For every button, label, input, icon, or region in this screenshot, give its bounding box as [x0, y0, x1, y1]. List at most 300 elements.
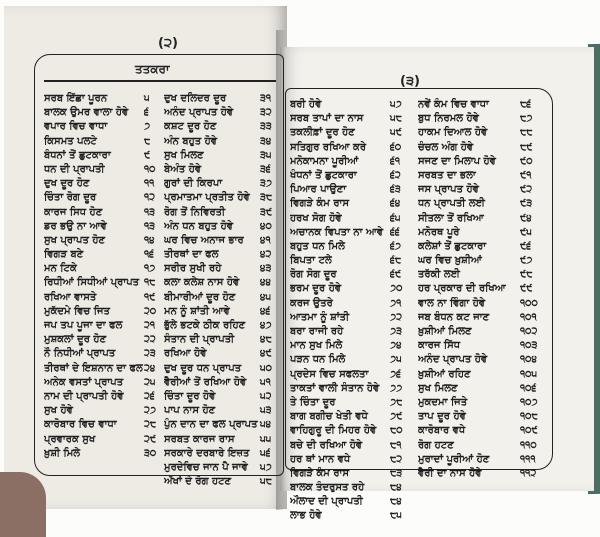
toc-entry-page: ੯੨ — [520, 184, 533, 196]
toc-entry-page: ੫੧ — [260, 376, 271, 388]
toc-entry-title: ਹਰ ਥਾਂ ਮਾਨ ਵਧੇ — [290, 453, 351, 465]
toc-entry-page: ੭੩ — [390, 326, 403, 337]
toc-entry-page: ੫੬ — [260, 447, 271, 459]
toc-entry — [164, 92, 278, 106]
toc-entry-page: ੧੧੧ — [520, 453, 536, 465]
toc-entry — [290, 183, 414, 197]
toc-entry-title: ਮੁਕੱਦਮੇ ਵਿਚ ਜਿਤ — [44, 305, 110, 317]
toc-entry — [290, 509, 414, 523]
toc-entry-title: ਤਰੱਕੀ ਲਈ — [418, 269, 460, 281]
toc-entry-page: ੬੯ — [390, 269, 402, 281]
toc-entry-page: ੧੩ — [144, 220, 156, 232]
toc-entry-page: ੫ — [144, 93, 150, 104]
toc-entry-page: ੩੨ — [260, 107, 272, 119]
toc-entry-page: ੯ — [144, 149, 151, 161]
toc-entry-page: ੬੨ — [390, 169, 401, 181]
toc-entry — [44, 291, 162, 305]
toc-entry-page: ੪੧ — [260, 234, 271, 246]
toc-entry-title: ਰਖਿਆ ਵਾਸਤੇ — [44, 291, 97, 303]
toc-entry-title: ਖ਼ੁਸ਼ੀਆਂ ਰਹਿਣ — [418, 368, 471, 380]
toc-entry — [44, 418, 162, 432]
toc-entry-page: ੩੧ — [260, 93, 272, 104]
toc-entry-page: ੮੪ — [390, 496, 402, 508]
toc-entry — [44, 305, 162, 319]
toc-entry — [164, 149, 278, 163]
toc-entry-page: ੪੦ — [260, 220, 272, 232]
toc-entry-page: ੪੫ — [260, 291, 272, 303]
toc-entry — [44, 262, 162, 276]
toc-entry-title: ਹਰਖ ਸੋਗ ਹੋਵੇ — [290, 212, 342, 224]
toc-entry-page: ੩੩ — [260, 121, 272, 133]
toc-entry — [418, 311, 548, 325]
toc-entry-title: ਸਰੀਰ ਸੁਖੀ ਰਹੇ — [164, 263, 222, 275]
toc-entry-title: ਭਰਮ ਦੂਰ ਹੋਵੇ — [290, 283, 342, 295]
toc-entry-page: ੮੯ — [520, 141, 533, 153]
toc-entry — [290, 410, 414, 424]
toc-entry-title: ਸਰਕਾਰੇ ਦਰਬਾਰੇ ਇਜ਼ਤ — [164, 447, 250, 459]
toc-entry-title: ਬਿਪਤਾ ਟਲੇ — [290, 255, 332, 267]
left-column-1 — [44, 92, 162, 461]
toc-entry — [290, 481, 414, 495]
toc-entry — [418, 353, 548, 367]
toc-entry — [290, 254, 414, 268]
toc-entry — [418, 382, 548, 396]
toc-entry-page: ੮੮ — [520, 127, 533, 139]
toc-entry — [418, 268, 548, 282]
toc-entry — [164, 461, 278, 475]
toc-entry-title: ਨੌ ਨਿਧੀਆਂ ਪ੍ਰਾਪਤ — [44, 348, 116, 360]
toc-entry-page: ੧੦੩ — [520, 340, 538, 352]
toc-entry — [418, 126, 548, 140]
toc-entry-page: ੯੯ — [520, 283, 533, 295]
toc-entry-page: ੭੬ — [390, 368, 401, 380]
toc-entry-title: ਬੰਧਨਾਂ ਤੋਂ ਛੁਟਕਾਰਾ — [44, 149, 111, 161]
toc-entry-page: ੧੧ — [144, 178, 155, 190]
toc-entry — [164, 206, 278, 220]
toc-entry-page: ੭੨ — [390, 311, 403, 323]
toc-entry-page: ੨੭ — [144, 405, 157, 417]
toc-entry — [290, 169, 414, 183]
toc-entry-page: ੭੯ — [390, 411, 403, 423]
toc-entry-title: ਬਰੀ ਹੋਵੇ — [290, 99, 322, 110]
toc-entry-title: ਪ੍ਰਦੇਸ ਵਿਚ ਸਫਲਤਾ — [290, 368, 369, 380]
toc-entry-page: ੩੬ — [260, 163, 271, 175]
toc-entry-title: ਧਨ ਪ੍ਰਾਪਤੀ ਲਈ — [418, 198, 485, 210]
toc-entry — [418, 439, 548, 453]
toc-entry — [290, 353, 414, 367]
toc-entry-title: ਔਲਾਦ ਦੀ ਪ੍ਰਾਪਤੀ — [290, 496, 363, 508]
toc-entry — [418, 183, 548, 197]
toc-entry — [290, 141, 414, 155]
toc-entry-page: ੧੪ — [144, 234, 155, 246]
toc-entry — [164, 362, 278, 376]
toc-entry — [290, 240, 414, 254]
toc-entry-page: ੪੨ — [260, 249, 272, 261]
toc-entry-title: ਦੁਖ ਦੂਰ ਧਨ ਪ੍ਰਾਪਤ — [164, 362, 242, 374]
toc-entry-page: ੭੧ — [390, 297, 402, 309]
toc-entry-page: ੬੧ — [390, 155, 400, 167]
toc-entry — [418, 155, 548, 169]
toc-entry — [164, 433, 278, 447]
toc-entry-page: ੧੦੨ — [520, 326, 538, 337]
toc-entry — [418, 368, 548, 382]
toc-entry-title: ਬੀਮਾਰੀਆਂ ਦੂਰ ਹੋਣ — [164, 291, 236, 303]
toc-entry-page: ੨੫ — [144, 376, 156, 388]
toc-entry — [44, 163, 162, 177]
toc-entry — [418, 325, 548, 339]
toc-entry — [290, 268, 414, 282]
toc-entry-page: ੮੨ — [390, 453, 403, 465]
toc-entry-page: ੮੧ — [390, 439, 402, 451]
toc-entry — [44, 135, 162, 149]
toc-entry — [418, 240, 548, 254]
toc-entry-page: ੫੨ — [260, 390, 272, 402]
toc-entry — [44, 191, 162, 205]
toc-entry-title: ਮਨ ਟਿਕੇ — [44, 263, 77, 275]
toc-entry-page: ੫੭ — [260, 461, 272, 473]
toc-entry — [290, 325, 414, 339]
toc-entry-title: ਬਰਾ ਰਾਜੀ ਰਹੇ — [290, 326, 344, 337]
toc-entry-title: ਮੁਰਾਦਾਂ ਪੂਰੀਆਂ ਹੋਣ — [418, 453, 490, 465]
toc-entry — [290, 197, 414, 211]
toc-entry — [418, 424, 548, 438]
toc-entry-title: ਡਰ ਭਉ ਨਾ ਆਵੇ — [44, 220, 107, 232]
toc-entry-title: ਬਾਲਕ ਉਮਰ ਵਾਲਾ ਹੋਵੇ — [44, 107, 129, 119]
toc-entry — [164, 120, 278, 134]
toc-entry-page: ੧੦ — [144, 163, 156, 175]
toc-entry-page: ੮ — [144, 135, 151, 147]
toc-entry-title: ਕਾਰਜ ਸਿਧ ਹੋਣ — [44, 206, 103, 218]
toc-entry-page: ੬੫ — [390, 212, 401, 224]
toc-entry-page: ੭੪ — [390, 340, 402, 352]
toc-entry-title: ਵਾਲ ਨਾ ਵਿੰਗਾ ਹੋਵੇ — [418, 297, 486, 309]
toc-entry-page: ੯੩ — [520, 198, 533, 210]
toc-entry-title: ਪਿਆਰ ਪਾਉਣਾ — [290, 184, 347, 196]
toc-entry-page: ੭ — [144, 121, 151, 133]
toc-entry-page: ੫੫ — [260, 433, 272, 445]
toc-entry-page: ੧੦੫ — [520, 368, 538, 380]
toc-entry-page: ੭੭ — [390, 382, 403, 394]
toc-entry-title: ਵਪਾਰ ਵਿਚ ਵਾਧਾ — [44, 121, 108, 133]
toc-entry-title: ਘਰ ਵਿਚ ਅਨਾਜ ਭਾਰ — [164, 234, 244, 246]
toc-entry-page: ੧੮ — [144, 277, 156, 289]
toc-entry-title: ਭੁੱਲੇ ਭਟਕੇ ਠੀਕ ਰਹਿਣ — [164, 320, 246, 331]
toc-entry — [290, 382, 414, 396]
toc-entry — [44, 319, 162, 333]
toc-entry — [44, 177, 162, 191]
toc-entry-page: ੫੮ — [260, 476, 272, 488]
toc-entry — [44, 333, 162, 347]
toc-entry-title: ਰਿਧੀਆਂ ਸਿਧੀਆਂ ਪ੍ਰਾਪਤ — [44, 277, 140, 289]
toc-entry-page: ੨੮ — [144, 419, 157, 431]
toc-entry-page: ੯੦ — [520, 155, 533, 167]
toc-entry — [418, 254, 548, 268]
toc-entry-page: ੨੧ — [144, 320, 156, 331]
toc-entry — [44, 206, 162, 220]
toc-entry-title: ਬੇਅੰਤ ਹੋਵੇ — [164, 163, 202, 175]
toc-entry-page: ੪੩ — [260, 263, 272, 275]
toc-entry — [290, 297, 414, 311]
toc-entry — [418, 197, 548, 211]
toc-entry — [290, 495, 414, 509]
toc-entry-title: ਕਰਜ ਉਤਰੇ — [290, 297, 333, 309]
toc-entry — [164, 163, 278, 177]
toc-entry-page: ੮੫ — [390, 510, 402, 522]
toc-entry — [44, 234, 162, 248]
toc-entry-title: ਕਸ਼ਟ ਦੂਰ ਹੋਣ — [164, 121, 217, 133]
toc-entry-page: ੫੭ — [390, 99, 402, 110]
toc-entry-title: ਜਪ ਤਪ ਪੂਜਾ ਦਾ ਫਲ — [44, 320, 123, 331]
toc-entry-page: ੧੦੧ — [520, 311, 537, 323]
toc-entry — [290, 212, 414, 226]
toc-entry-title: ਰੋਗ ਤੋਂ ਨਿਵਿਰਤੀ — [164, 206, 226, 218]
toc-entry — [290, 467, 414, 481]
toc-entry-title: ਮੁਰਦੇਵਿਚ ਜਾਨ ਪੈ ਜਾਵੇ — [164, 461, 248, 473]
toc-entry — [44, 120, 162, 134]
toc-entry-title: ਮੁਕਦਮਾ ਜਿਤੇ — [418, 396, 468, 408]
toc-entry-page: ੧੦੪ — [520, 354, 538, 366]
toc-entry-title: ਮਾਨ ਸੁਖ ਮਿਲੇ — [290, 340, 343, 352]
toc-entry — [290, 226, 414, 240]
toc-entry — [44, 149, 162, 163]
toc-entry-page: ੭੫ — [390, 354, 402, 366]
toc-entry-title: ਅਨੰਦ ਪ੍ਰਾਪਤ ਹੋਵੇ — [418, 354, 488, 366]
toc-entry — [44, 447, 162, 461]
toc-entry-page: ੯੫ — [520, 226, 532, 238]
toc-entry — [418, 226, 548, 240]
toc-entry-page: ੨੨ — [144, 334, 156, 346]
toc-entry-title: ਰੋਗ ਸੋਗ ਦੂਰ — [290, 269, 337, 281]
toc-entry-page: ੬੬ — [390, 226, 400, 238]
toc-entry — [164, 191, 278, 205]
toc-entry-title: ਜਸ ਪ੍ਰਾਪਤ ਹੋਵੇ — [418, 184, 479, 196]
toc-entry-title: ਸੁਖ ਹੋਵੇ — [44, 405, 73, 417]
toc-entry — [418, 112, 548, 126]
toc-entry — [164, 376, 278, 390]
toc-entry-title: ਅੰਨ ਧਨ ਬਹੁਤ ਹੋਵੇ — [164, 220, 234, 232]
toc-entry-title: ਹਰ ਪ੍ਰਕਾਰ ਦੀ ਰਖਿਆ — [418, 283, 506, 295]
toc-entry-page: ੧੧੨ — [520, 467, 537, 479]
toc-entry-title: ਅਚਾਨਕ ਵਿਪਤਾ ਨਾ ਆਵੇ — [290, 226, 384, 238]
toc-entry-title: ਅਨੰਦ ਪ੍ਰਾਪਤ ਹੋਵੇ — [164, 107, 234, 119]
toc-entry-page: ੭੦ — [390, 283, 403, 295]
toc-entry-title: ਦੁਖ ਦੂਰ ਹੋਣ — [44, 178, 90, 190]
toc-entry — [418, 396, 548, 410]
toc-entry-page: ੩੦ — [144, 447, 157, 459]
toc-entry-title: ਤੇ ਚਿੰਤਾ ਦੂਰ — [290, 396, 336, 408]
toc-entry — [290, 112, 414, 126]
toc-entry-title: ਬਾਲਕ ਤੰਦਰੁਸਤ ਰਹੇ — [290, 482, 365, 494]
toc-entry-title: ਚਿੰਤਾ ਦੂਰ ਹੋਵੇ — [164, 390, 216, 402]
toc-entry-title: ਸੁਖ ਮਿਲਣ — [418, 382, 458, 394]
toc-entry — [164, 333, 278, 347]
toc-entry — [290, 439, 414, 453]
toc-entry-page: ੩੪ — [260, 135, 272, 147]
toc-entry-title: ਨਵੇਂ ਕੰਮ ਵਿਚ ਵਾਧਾ — [418, 99, 489, 110]
toc-entry-page: ੯੬ — [520, 240, 532, 252]
toc-entry — [418, 467, 548, 481]
toc-entry-title: ਕਾਰਜ ਸਿੱਧ — [418, 340, 461, 352]
hand — [0, 472, 46, 537]
toc-entry-title: ਬੁਧ ਨਿਰਮਲ ਹੋਵੇ — [418, 113, 479, 125]
toc-entry — [164, 135, 278, 149]
toc-entry-page: ੪੮ — [260, 334, 272, 346]
toc-entry-page: ੨੯ — [144, 433, 157, 445]
toc-entry — [290, 155, 414, 169]
toc-entry-page: ੮੩ — [390, 467, 403, 479]
toc-entry-title: ਮੁਸ਼ਕਲਾਂ ਦੂਰ ਹੋਣ — [44, 334, 107, 346]
toc-entry — [290, 424, 414, 438]
toc-entry-title: ਸਤਿਗੁਰ ਰਖਿਆ ਕਰੇ — [290, 141, 367, 153]
toc-entry — [44, 390, 162, 404]
toc-entry — [164, 106, 278, 120]
toc-entry-title: ਅਨੇਕ ਵਸਤਾਂ ਪ੍ਰਾਪਤ — [44, 376, 124, 388]
toc-entry-title: ਕਲੇਸ਼ਾਂ ਤੋਂ ਛੁਟਕਾਰਾ — [418, 240, 487, 252]
toc-entry — [44, 92, 162, 106]
toc-entry-page: ੨੩ — [144, 348, 156, 360]
toc-entry-title: ਲਾਭ ਹੋਵੇ — [290, 510, 322, 522]
toc-entry-title: ਖ਼ੁਸ਼ੀਆਂ ਮਿਲਣ — [418, 326, 472, 337]
toc-entry — [44, 248, 162, 262]
toc-entry — [418, 141, 548, 155]
toc-entry-title: ਕਾਰੋਬਾਰ ਵਧੇ — [418, 425, 466, 437]
toc-entry-page: ੧੧੦ — [520, 439, 537, 451]
toc-entry-title: ਮਨੋਕਾਮਨਾ ਪੂਰੀਆਂ — [290, 155, 359, 167]
toc-entry-page: ੩੭ — [260, 178, 273, 190]
right-column-2 — [418, 98, 548, 481]
toc-entry-page: ੧੦੮ — [520, 411, 538, 423]
toc-entry-title: ਜਬ ਬੰਧਨ ਕਟ ਜਾਣ — [418, 311, 490, 323]
toc-entry-title: ਤੀਰਥਾਂ ਦੇ ਇਸ਼ਨਾਨ ਦਾ ਫਲ — [44, 362, 143, 374]
toc-entry-page: ੧੦੯ — [520, 425, 538, 437]
toc-entry — [164, 248, 278, 262]
toc-entry-page: ੫੪ — [260, 419, 272, 431]
toc-entry-title: ਵੈਰੀਆਂ ਤੋਂ ਰਖਿਆ ਹੋਵੇ — [164, 376, 247, 388]
toc-entry-page: ੬੮ — [390, 255, 402, 267]
toc-entry — [164, 475, 278, 489]
toc-entry-title: ਚੰਚਲ ਅੰਗ ਹੋਵੇ — [418, 141, 474, 153]
toc-entry-title: ਕਲਾ ਕਲੇਸ਼ ਨਾਸ ਹੋਵੇ — [164, 277, 240, 289]
toc-entry — [164, 404, 278, 418]
toc-entry-page: ੮੭ — [520, 113, 533, 125]
toc-entry-page: ੯੭ — [520, 255, 533, 267]
toc-entry-page: ੧੨ — [144, 192, 156, 204]
toc-entry — [418, 453, 548, 467]
toc-entry — [44, 347, 162, 361]
toc-entry-page: ੩੯ — [260, 206, 273, 218]
left-page-heading: ਤਤਕਰਾ — [135, 62, 170, 76]
toc-entry — [290, 368, 414, 382]
toc-entry — [164, 220, 278, 234]
toc-entry-title: ਖ਼ੁਸ਼ੀ ਮਿਲੇ — [44, 447, 81, 459]
toc-entry-title: ਪੁੰਨ ਦਾਨ ਦਾ ਫਲ ਪ੍ਰਾਪਤ — [164, 419, 258, 431]
toc-entry-title: ਵਿਗੜੇ ਕੰਮ ਰਾਸ — [290, 467, 350, 479]
toc-entry — [418, 169, 548, 183]
toc-entry-page: ੪੬ — [260, 305, 271, 317]
toc-entry-page: ੫੩ — [260, 405, 272, 417]
toc-entry — [164, 276, 278, 290]
toc-entry-title: ਅੰਨ ਬਹੁਤ ਹੋਵੇ — [164, 135, 217, 147]
toc-entry-page: ੩੮ — [260, 192, 273, 204]
toc-entry-title: ਸਰਬ ਤਾਪਾਂ ਦਾ ਨਾਸ — [290, 113, 364, 125]
toc-entry-title: ਕਾਰੋਬਾਰ ਵਿਚ ਵਾਧਾ — [44, 419, 117, 431]
toc-entry-page: ੧੦੦ — [520, 297, 538, 309]
toc-entry-page: ੫੦ — [260, 362, 272, 374]
toc-entry — [44, 362, 162, 376]
toc-entry-page: ੬ — [144, 107, 149, 119]
toc-entry — [418, 282, 548, 296]
left-column-2 — [164, 92, 278, 489]
toc-entry-title: ਵਾਹਿਗੁਰੂ ਦੀ ਮਿਹਰ ਹੋਵੇ — [290, 425, 377, 437]
toc-entry — [164, 390, 278, 404]
toc-entry-page: ੧੬ — [144, 249, 154, 261]
toc-entry-page: ੯੧ — [520, 169, 532, 181]
toc-entry-title: ਪੜਨ ਧਨ ਮਿਲੇ — [290, 354, 346, 366]
toc-entry — [164, 319, 278, 333]
toc-entry-title: ਬਹੁਤ ਧਨ ਮਿਲੇ — [290, 240, 345, 252]
toc-entry-page: ੬੭ — [390, 240, 401, 252]
toc-entry — [290, 282, 414, 296]
toc-entry-page: ੩੫ — [260, 149, 272, 161]
toc-entry — [164, 418, 278, 432]
toc-entry — [44, 404, 162, 418]
toc-entry-title: ਮਨੋਰਥ ਪੂਰੇ — [418, 226, 460, 238]
toc-entry — [44, 220, 162, 234]
toc-entry — [418, 98, 548, 112]
toc-entry — [44, 433, 162, 447]
toc-entry-title: ਖੰਧਨਾਂ ਤੋਂ ਛੁਟਕਾਰਾ — [290, 169, 357, 181]
toc-entry-title: ਪ੍ਰਵਾਰਕ ਸੁਖ — [44, 433, 96, 445]
toc-entry — [44, 106, 162, 120]
toc-entry-page: ੧੭ — [144, 263, 156, 275]
toc-entry — [164, 262, 278, 276]
toc-entry-title: ਸਰਬਤ ਦਾ ਭਲਾ — [418, 169, 476, 181]
toc-entry-title: ਸੁਖ ਮਿਲਣ — [164, 149, 204, 161]
right-column-1 — [290, 98, 414, 524]
heading-rule — [44, 80, 276, 82]
toc-entry-title: ਨਾਮ ਦੀ ਪ੍ਰਾਪਤੀ ਹੋਵੇ — [44, 390, 124, 402]
toc-entry-page: ੪੯ — [260, 348, 272, 360]
toc-entry-title: ਮਨ ਨੂੰ ਸ਼ਾਂਤੀ ਆਵੇ — [164, 305, 230, 317]
toc-entry-title: ਚਿੰਤਾ ਰੋਗ ਦੂਰ — [44, 192, 97, 204]
toc-entry-page: ੬੦ — [390, 141, 402, 153]
toc-entry-page: ੨੪ — [144, 362, 156, 374]
toc-entry-page: ੨੬ — [144, 390, 155, 402]
toc-entry-title: ਸੀਤਲਾ ਤੋਂ ਰਖਿਆ — [418, 212, 484, 224]
toc-entry-title: ਸਜਣ ਦਾ ਮਿਲਾਪ ਹੋਵੇ — [418, 155, 496, 167]
toc-entry-title: ਰੋਗ ਹਟਣ — [418, 439, 454, 451]
toc-entry-page: ੨੦ — [144, 305, 157, 317]
toc-entry — [164, 234, 278, 248]
toc-entry — [164, 347, 278, 361]
toc-entry — [290, 126, 414, 140]
toc-entry — [164, 447, 278, 461]
toc-entry — [44, 276, 162, 290]
toc-entry-page: ੫੯ — [390, 127, 402, 139]
toc-entry — [418, 410, 548, 424]
toc-entry-page: ੭੮ — [390, 396, 403, 408]
toc-entry-title: ਪਾਪ ਨਾਸ ਹੋਣ — [164, 405, 216, 417]
toc-entry-page: ੯੮ — [520, 269, 533, 281]
toc-entry — [164, 177, 278, 191]
toc-entry-title: ਬਾਗ ਬਗੀਚ ਖੇਤੀ ਵਧੇ — [290, 411, 368, 423]
toc-entry — [290, 396, 414, 410]
toc-entry-title: ਤਕਲੀਫ਼ਾਂ ਦੂਰ ਹੋਣ — [290, 127, 355, 139]
toc-entry-title: ਬਚੇ ਦੀ ਰਖਿਆ ਹੋਵੇ — [290, 439, 363, 451]
toc-entry — [418, 212, 548, 226]
toc-entry — [290, 453, 414, 467]
toc-entry — [418, 339, 548, 353]
